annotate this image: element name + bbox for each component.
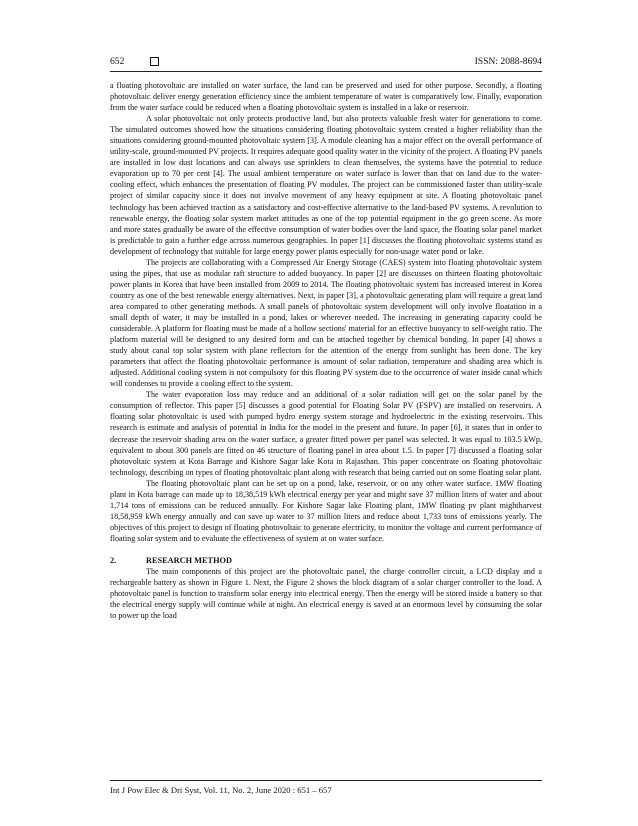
section-heading [110, 555, 542, 566]
issn-label: ISSN: 2088-8694 [474, 56, 542, 67]
paragraph: The water evaporation loss may reduce and an additional of a solar radiation will get on the solar panel by the consumption of reflector. This paper [5] discusses a good potential for Floating Solar PV (FSPV) are installed on reservoirs. A floating solar photovoltaic is used with pumped hydro energy system storage and hydroelectric in the existing reservoirs. This research is estimate and analysis of potential in India for the model in the present and future. In paper [6], it states that in order to decrease the reservoir shading area on the water surface, a greater fitted power per panel was selected. It was equal to 103.5 kWp, equivalent to about 300 panels are fitted on 46 structure of floating panel in area about 1.5. In paper [7] discussed a floating solar photovoltaic system at Kota Barrage and Kishore Sagar lake Kota in Rajasthan. This paper concentrate on floating photovoltaic technology, describing on types of floating photovoltaic plant along with research that being carried out on some floating solar plant. [110, 390, 542, 477]
paragraph: The projects are collaborating with a Compressed Air Energy Storage (CAES) system into floating photovoltaic system using the pipes, that use as modular raft structure to added buoyancy. In paper [2] are discusses on thirteen floating photovoltaic power plants in Korea that have been installed from 2009 to 2014. The floating photovoltaic system has increased interest in Korea country as one of the best renewable energy alternatives. Next, in paper [3], a photovoltaic generating plant will require a great land area compared to other generating methods. A small panels of photovoltaic system development will only involve floatation in a small depth of water, it may be installed in a pond, lakes or wherever needed. The increasing in generating capacity could be considerable. A platform for floating must be made of a hollow sections' material for an effective buoyancy to self-weight ratio. The platform material will be designed to any desired form and can be attached together by chemical bonding. In paper [4] shows a study about canal top solar system with plane reflectors for the attention of the energy from sunlight has been done. The key parameters that affect the floating photovoltaic performance is amount of solar radiation, temperature and shading area which is adjusted. Additional cooling system is not compulsory for this floating PV system due to the occurrence of water inside canal which will condenses to provide a cooling effect to the system. [110, 257, 542, 389]
paragraph: A solar photovoltaic not only protects productive land, but also protects valuable fresh water for generations to come. The simulated outcomes showed how the situations considering floating photovoltaic system created a higher reliability than the situations considering ground-mounted photovoltaic system [3]. A module cleaning has a major effect on the overall performance of utility-scale, ground-mounted PV projects. It requires adequate good quality water in the vicinity of the project. A floating PV panels are installed in low dust locations and can always use sprinklers to clean themselves, the systems have the potential to reduce evaporation up to 70 per cent [4]. The usual ambient temperature on water surface is lower than that on land due to the water-cooling effect, which enhances the presentation of floating PV modules. The project can be commissioned faster than utility-scale project of similar capacity since it does not involve movement of any heavy equipment at site. A floating photovoltaic panel technology has been achieved traction as a satisfactory and cost-effective alternative to the land-based PV systems. A revolution to renewable energy, the floating solar system market attitudes as one of the top potential equipment in the go green scene. As more and more states gradually be aware of the effective consumption of water bodies over the land space, the floating solar panel market is predictable to gain a further edge across numerous geographies. In paper [1] discusses the floating photovoltaic systems stand as development of technology that suitable for large energy power plants especially for non-usage water pond or lake. [110, 114, 542, 256]
section-number: 2. [110, 555, 117, 565]
paragraph: The floating photovoltaic plant can be set up on a pond, lake, reservoir, or on any other water surface. 1MW floating plant in Kota barrage can made up to 18,38,519 kWh electrical energy per year and might save 37 million liters of water and about 1,714 tons of emissions can be reduced annually. For Kishore Sagar lake Floating plant, 1MW floating pv plant mightharvest 18,58,959 kWh energy annually and can save up water to 37 million liters and reduce about 1,733 tons of emissions yearly. The objectives of this project to design of floating photovoltaic to generate electricity, to monitor the voltage and current performance of floating solar system and to evaluate the effectiveness of system at on water surface. [110, 478, 542, 543]
header-divider [110, 71, 542, 72]
body-text [110, 80, 542, 621]
paragraph: a floating photovoltaic are installed on water surface, the land can be preserved and used for other purpose. Secondly, a floating photovoltaic deliver energy generation efficiency since the ambient temperature of water is comparatively low. Finally, evaporation from the water surface could be reduced when a floating photovoltaic system is installed in a lake or reservoir. [110, 81, 542, 113]
footer-divider [110, 780, 542, 781]
page-number: 652 [110, 56, 125, 67]
page-header [110, 56, 542, 70]
checkbox-square-icon [150, 57, 159, 66]
section-title: RESEARCH METHOD [146, 555, 232, 565]
paragraph: The main components of this project are the photovoltaic panel, the charge controller circuit, a LCD display and a rechargeable battery as shown in Figure 1. Next, the Figure 2 shows the block diagram of a solar charger controller to the load. A photovoltaic panel is function to transform solar energy into electrical energy. Then the energy will be stored inside a battery so that the electrical energy supply will continue while at night. An electrical energy is saved at an enormous level by consuming the solar to power up the load [110, 567, 542, 621]
footer-citation: Int J Pow Elec & Dri Syst, Vol. 11, No. 2, June 2020 : 651 – 657 [110, 785, 332, 795]
